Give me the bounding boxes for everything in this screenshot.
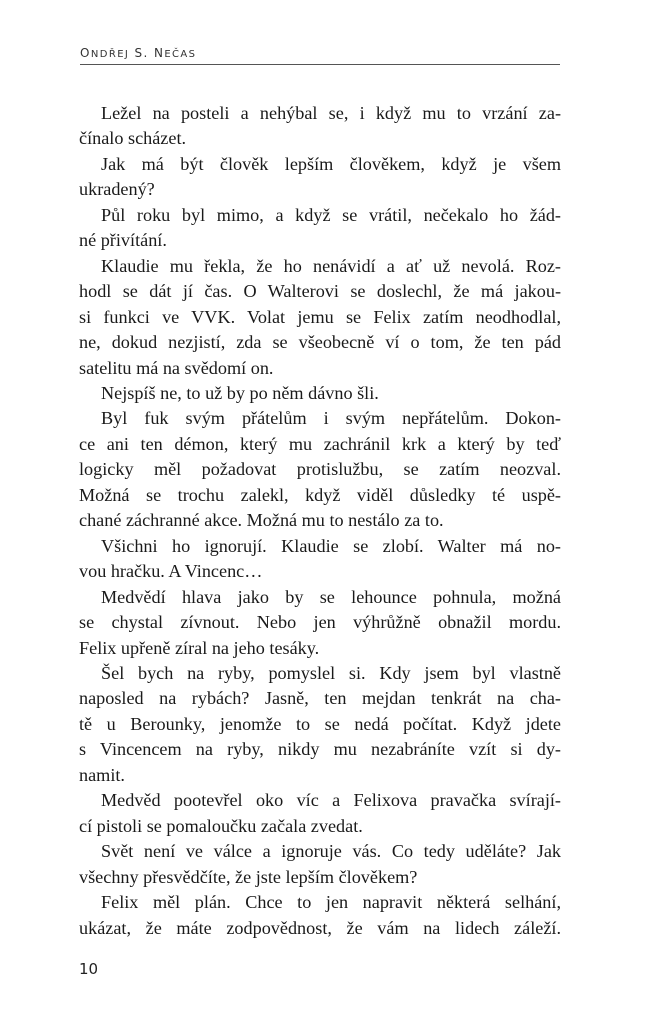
author-first-initial: O xyxy=(80,46,91,60)
text-line-8: hodl se dát jí čas. O Walterovi se doslechl, že má jakou- xyxy=(79,281,561,302)
text-line-13: Byl fuk svým přátelům i svým nepřátelům. Dokon- xyxy=(101,408,561,429)
text-line-21: se chystal zívnout. Nebo jen výhrůžně obnažil mordu. xyxy=(79,612,561,633)
text-line-32: Felix měl plán. Chce to jen napravit některá selhání, xyxy=(101,892,561,913)
text-line-27: namit. xyxy=(79,764,125,785)
text-line-2: čínalo scházet. xyxy=(79,128,187,149)
text-line-20: Medvědí hlava jako by se lehounce pohnula, možná xyxy=(101,586,561,607)
text-line-9: si funkci ve VVK. Volat jemu se Felix zatím neodhodlal, xyxy=(79,306,561,327)
text-line-19: vou hračku. A Vincenc… xyxy=(79,561,263,582)
body-text xyxy=(79,101,561,941)
text-line-17: chané záchranné akce. Možná mu to nestálo za to. xyxy=(79,510,444,531)
text-line-25: tě u Berounky, jenomže to se nedá počítat. Když jdete xyxy=(79,713,561,734)
text-line-33: ukázat, že máte zodpovědnost, že vám na lidech záleží. xyxy=(79,917,561,938)
text-line-15: logicky měl požadovat protislužbu, se zatím neozval. xyxy=(79,459,561,480)
text-line-7: Klaudie mu řekla, že ho nenávidí a ať už nevolá. Roz- xyxy=(101,255,561,276)
text-line-30: Svět není ve válce a ignoruje vás. Co tedy uděláte? Jak xyxy=(101,841,561,862)
text-line-3: Jak má být člověk lepším člověkem, když je všem xyxy=(101,153,561,174)
text-line-22: Felix upřeně zíral na jeho tesáky. xyxy=(79,637,320,658)
author-last-initial: N xyxy=(153,46,165,60)
text-line-18: Všichni ho ignorují. Klaudie se zlobí. Walter má no- xyxy=(101,535,561,556)
text-line-6: né přivítání. xyxy=(79,230,167,251)
text-line-29: cí pistoli se pomaloučku začala zvedat. xyxy=(79,815,363,836)
text-line-26: s Vincencem na ryby, nikdy mu nezabráníte vzít si dy- xyxy=(79,739,561,760)
text-line-11: satelitu má na svědomí on. xyxy=(79,357,274,378)
author-last-rest: EČAS xyxy=(164,49,197,60)
text-line-24: naposled na rybách? Jasně, ten mejdan tenkrát na cha- xyxy=(79,688,561,709)
text-line-1: Ležel na posteli a nehýbal se, i když mu to vrzání za- xyxy=(101,103,561,123)
page-number: 10 xyxy=(79,960,99,978)
text-line-10: ne, dokud nezjistí, zda se všeobecně ví o tom, že ten pád xyxy=(79,332,561,353)
author-middle-initial: S. xyxy=(134,46,149,60)
running-head xyxy=(80,46,560,65)
text-line-31: všechny přesvědčíte, že jste lepším člověkem? xyxy=(79,866,418,887)
text-line-16: Možná se trochu zalekl, když viděl důsledky té uspě- xyxy=(79,484,561,505)
text-line-4: ukradený? xyxy=(79,179,155,200)
author-first-rest: NDŘEJ xyxy=(90,49,130,60)
text-line-12: Nejspíš ne, to už by po něm dávno šli. xyxy=(101,382,379,403)
text-line-28: Medvěd pootevřel oko víc a Felixova pravačka svírají- xyxy=(101,790,561,811)
text-line-14: ce ani ten démon, který mu zachránil krk a který by teď xyxy=(79,433,561,454)
text-line-5: Půl roku byl mimo, a když se vrátil, nečekalo ho žád- xyxy=(101,204,561,225)
text-line-23: Šel bych na ryby, pomyslel si. Kdy jsem byl vlastně xyxy=(101,662,561,683)
